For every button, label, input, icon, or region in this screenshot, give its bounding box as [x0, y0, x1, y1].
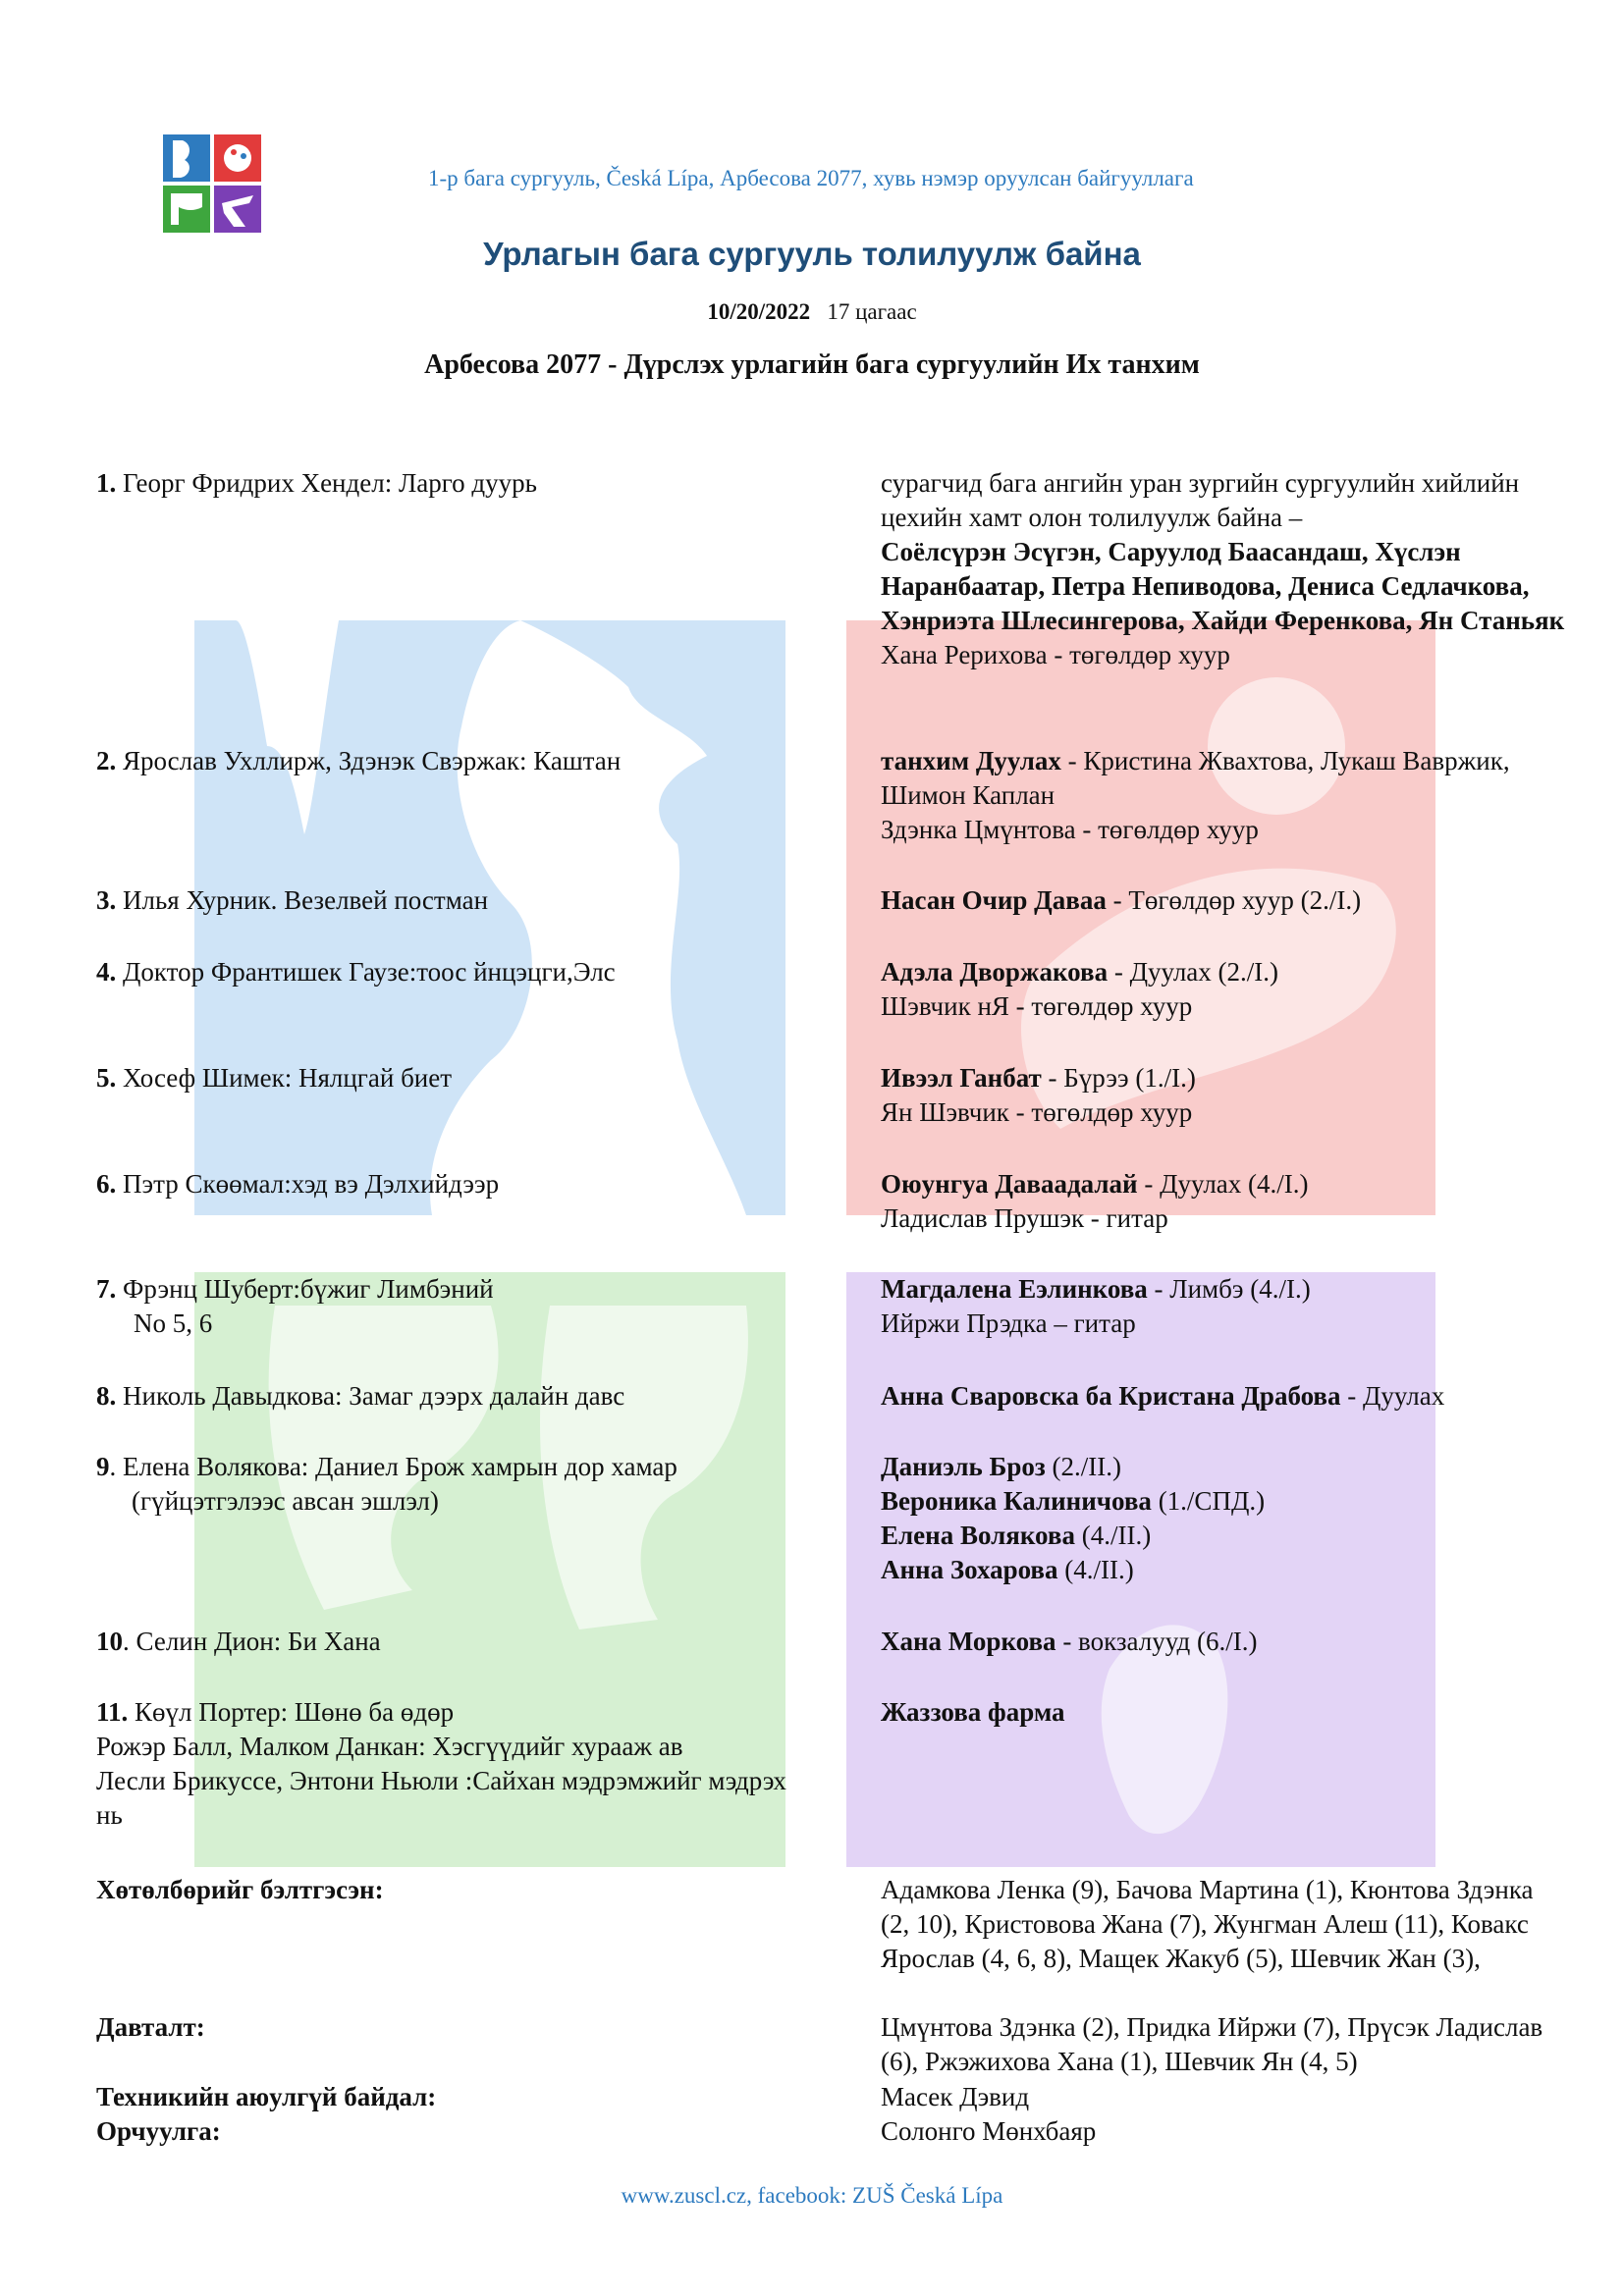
program-performers-6 [881, 1167, 1568, 1236]
watermark-blue-face [194, 620, 785, 1215]
performer-detail: - Лимбэ (4./I.) [1147, 1274, 1311, 1304]
item-number: 7. [96, 1274, 117, 1304]
school-logo [163, 134, 261, 233]
program-item-6 [96, 1167, 803, 1201]
performers-intro: сурагчид бага ангийн уран зургийн сургуулийн хийлийн цехийн хамт олон толилуулж байна – [881, 468, 1520, 532]
performers-accompanist: Ладислав Прушэк - гитар [881, 1203, 1168, 1233]
program-performers-9 [881, 1450, 1568, 1587]
performers-accompanist: Хана Рерихова - төгөлдөр хуур [881, 640, 1230, 669]
performer-detail: - Дуулах (2./I.) [1108, 957, 1278, 987]
item-number: 2. [96, 746, 117, 775]
item-title-continued: No 5, 6 [134, 1308, 213, 1338]
program-item-7 [96, 1272, 803, 1341]
credits-translation-value: Солонго Мөнхбаяр [881, 2116, 1097, 2146]
program-item-1 [96, 466, 803, 501]
credits-safety-label: Техникийн аюулгүй байдал: [96, 2082, 437, 2111]
performer-name: Насан Очир Даваа [881, 885, 1107, 915]
program-item-4 [96, 955, 803, 989]
performers-accompanist: Ян Шэвчик - төгөлдөр хуур [881, 1097, 1193, 1127]
item-title: Георг Фридрих Хендел: Ларго дуурь [116, 468, 537, 498]
credits-translation-label: Орчуулга: [96, 2116, 221, 2146]
event-venue: Арбесова 2077 - Дүрслэх урлагийн бага сургуулийн Их танхим [424, 349, 1200, 380]
page-title: Урлагын бага сургууль толилуулж байна [483, 236, 1141, 272]
item-title: Фрэнц Шуберт:бүжиг Лимбэний [116, 1274, 494, 1304]
item-title: Ярослав Ухллирж, Здэнэк Свэржак: Каштан [116, 746, 622, 775]
program-performers-1 [881, 466, 1568, 672]
item-number: 8. [96, 1381, 117, 1411]
item-title: Пэтр Скөөмал:хэд вэ Дэлхийдээр [116, 1169, 500, 1199]
organization-header: 1-р бага сургууль, Česká Lípa, Арбесова 2077, хувь нэмэр оруулсан байгууллага [428, 166, 1194, 190]
item-title: Доктор Франтишек Гаузе:тоос йнцэцги,Элс [116, 957, 616, 987]
item-title: Илья Хурник. Везелвей постман [116, 885, 489, 915]
performer-name: Анна Зохарова [881, 1555, 1058, 1584]
item-number: 11. [96, 1697, 129, 1727]
performer-name: танхим Дуулах [881, 746, 1061, 775]
performer-detail: - Дуулах [1340, 1381, 1445, 1411]
credits-prepared-value: Адамкова Ленка (9), Бачова Мартина (1), Кюнтова Здэнка (2, 10), Кристовова Жана (7), Жунгман Алеш (11), Ковакс Ярослав (4, 6, 8), Мащек Жакуб (5), Шевчик Жан (3), [881, 1875, 1534, 1973]
event-date [0, 299, 1624, 325]
program-performers-10 [881, 1625, 1568, 1659]
item-title: . Селин Дион: Би Хана [123, 1627, 381, 1656]
program-performers-4 [881, 955, 1568, 1024]
performer-name: Даниэль Броз [881, 1452, 1046, 1481]
item-title: Николь Давыдкова: Замаг дээрх далайн давс [116, 1381, 625, 1411]
item-number: 5. [96, 1063, 117, 1093]
program-item-2 [96, 744, 803, 778]
performer-detail: (1./СПД.) [1151, 1486, 1266, 1516]
performer-name: Анна Сваровска ба Кристана Драбова [881, 1381, 1341, 1411]
footer-links[interactable]: www.zuscl.cz, facebook: ZUŠ Česká Lípa [621, 2183, 1003, 2208]
item-number: 9 [96, 1452, 110, 1481]
performer-detail: - вокзалууд (6./I.) [1056, 1627, 1258, 1656]
program-item-8 [96, 1379, 803, 1414]
credits-prepared-label: Хөтөлбөрийг бэлтгэсэн: [96, 1875, 384, 1904]
performer-detail: - Кристина Жвахтова, Лукаш Вавржик, Шимон Каплан [881, 746, 1510, 810]
program-item-10 [96, 1625, 803, 1659]
credits-rehearsal-value: Цмүнтова Здэнка (2), Придка Ийржи (7), Прүсэк Ладислав (6), Ржэжихова Хана (1), Шевчик Ян (4, 5) [881, 2012, 1543, 2076]
program-performers-3 [881, 883, 1568, 918]
performer-name: Оюунгуа Даваадалай [881, 1169, 1138, 1199]
program-performers-11 [881, 1695, 1568, 1730]
event-time: 17 цагаас [827, 299, 917, 324]
performer-name: Магдалена Еэлинкова [881, 1274, 1148, 1304]
program-performers-2 [881, 744, 1568, 847]
performers-accompanist: Здэнка Цмүнтова - төгөлдөр хуур [881, 815, 1259, 844]
item-title: Хосеф Шимек: Нялцгай биет [116, 1063, 453, 1093]
credits-safety-value: Масек Дэвид [881, 2082, 1030, 2111]
item-title-continued: (гүйцэтгэлээс авсан эшлэл) [132, 1486, 439, 1516]
program-item-3 [96, 883, 803, 918]
performer-name: Елена Волякова [881, 1521, 1075, 1550]
performers-names: Соёлсүрэн Эсүгэн, Саруулод Баасандаш, Хүслэн Наранбаатар, Петра Непиводова, Дениса Седлачкова, Хэнриэта Шлесингерова, Хайди Ференкова, Ян Станьяк [881, 537, 1565, 635]
item-title-continued: Рожэр Балл, Малком Данкан: Хэсгүүдийг хурааж ав [96, 1732, 683, 1761]
event-date-value: 10/20/2022 [707, 299, 811, 324]
program-performers-8 [881, 1379, 1568, 1414]
performer-name: Адэла Дворжакова [881, 957, 1109, 987]
program-performers-5 [881, 1061, 1568, 1130]
credits-rehearsal-label: Давталт: [96, 2012, 205, 2042]
item-title: Көүл Портер: Шөнө ба өдөр [128, 1697, 455, 1727]
performer-detail: (4./II.) [1074, 1521, 1152, 1550]
item-number: 10 [96, 1627, 123, 1656]
item-number: 3. [96, 885, 117, 915]
item-number: 6. [96, 1169, 117, 1199]
performer-detail: (4./II.) [1057, 1555, 1134, 1584]
program-performers-7 [881, 1272, 1568, 1341]
item-title-continued: Лесли Брикуссе, Энтони Ньюли :Сайхан мэдрэмжийг мэдрэх нь [96, 1766, 786, 1830]
performer-detail: - Дуулах (4./I.) [1137, 1169, 1309, 1199]
performers-accompanist: Шэвчик нЯ - төгөлдөр хуур [881, 991, 1193, 1021]
item-number: 1. [96, 468, 117, 498]
performer-name: Вероника Калиничова [881, 1486, 1152, 1516]
performer-detail: - Төгөлдөр хуур (2./I.) [1106, 885, 1362, 915]
program-item-5 [96, 1061, 803, 1095]
performer-name: Жаззова фарма [881, 1697, 1065, 1727]
performer-detail: - Бүрээ (1./I.) [1041, 1063, 1196, 1093]
program-item-11 [96, 1695, 803, 1833]
performer-name: Хана Моркова [881, 1627, 1056, 1656]
item-title: . Елена Волякова: Даниел Брож хамрын дор хамар [109, 1452, 677, 1481]
performers-accompanist: Ийржи Прэдка – гитар [881, 1308, 1136, 1338]
performer-detail: (2./II.) [1045, 1452, 1121, 1481]
performer-name: Ивээл Ганбат [881, 1063, 1042, 1093]
item-number: 4. [96, 957, 117, 987]
program-item-9 [96, 1450, 803, 1519]
